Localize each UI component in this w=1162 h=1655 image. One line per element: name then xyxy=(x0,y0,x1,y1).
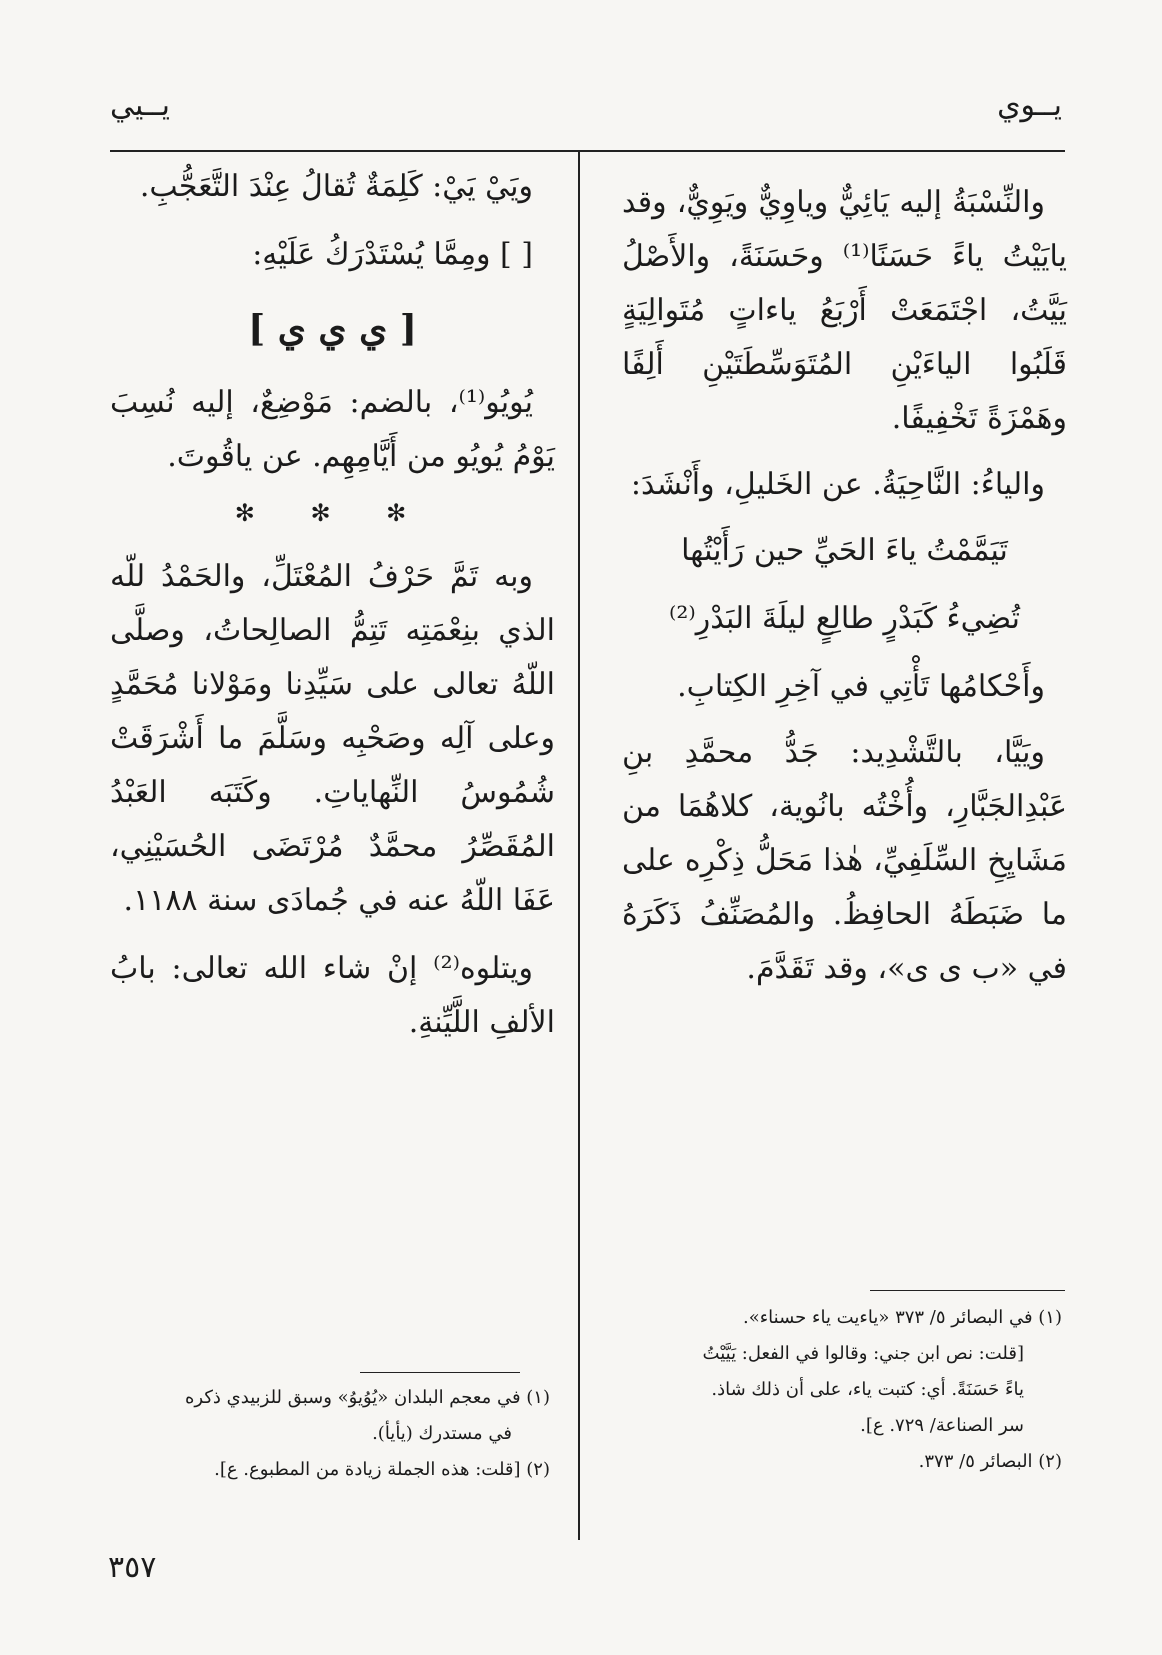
footnote-line: (١) في البصائر ٥/ ٣٧٣ «ياءيت ياء حسناء». xyxy=(742,1307,1062,1328)
verse-line: تُضِيءُ كَبَدْرٍ طالِعٍ ليلَةَ البَدْرِ⁽²⁾ xyxy=(668,601,1021,636)
page-number: ٣٥٧ xyxy=(108,1550,157,1585)
section-separator: ✻ ✻ ✻ xyxy=(234,499,431,527)
running-header-left: يــيي xyxy=(110,88,170,123)
entry-paragraph: والياءُ: النَّاحِيَةُ. عن الخَليلِ، وأَنْشَدَ: xyxy=(630,467,1045,502)
footnotes-left xyxy=(110,1380,550,1488)
left-column xyxy=(110,160,555,1050)
footnote-rule xyxy=(360,1372,520,1373)
footnote-line: (٢) [قلت: هذه الجملة زيادة من المطبوع. ع]. xyxy=(214,1459,550,1480)
entry-paragraph: والنِّسْبَةُ إليه يَائِيٌّ وياوِيٌّ ويَوِيٌّ، وقد يايَيْتُ ياءً حَسَنًا⁽¹⁾ وحَسَنَةً، والأَصْلُ يَيَّتُ، اجْتَمَعَتْ أَرْبَعُ ياءاتٍ مُتَوالِيَةٍ قَلَبُوا الياءَيْنِ المُتَوَسِّطَتَيْنِ أَلِفًا وهَمْزَةً تَخْفِيفًا. xyxy=(622,185,1067,436)
column-divider xyxy=(578,150,580,1540)
footnotes-right xyxy=(622,1300,1062,1480)
footnote-line: (٢) البصائر ٥/ ٣٧٣. xyxy=(918,1451,1062,1472)
entry-paragraph: ويَيَّا، بالتَّشْدِيد: جَدُّ محمَّدِ بنِ عَبْدِالجَبَّارِ، وأُخْتُه بانُوية، كلاهُمَا من مَشَايِخِ السِّلَفِيِّ، هٰذا مَحَلُّ ذِكْرِه على ما ضَبَطَهُ الحافِظُ. والمُصَنِّفُ ذَكَرَهُ في «ب ى ى»، وقد تَقَدَّمَ. xyxy=(622,735,1067,986)
header-rule xyxy=(110,150,1065,152)
entry-paragraph: ويَيْ يَيْ: كَلِمَةٌ تُقالُ عِنْدَ التَّعَجُّبِ. xyxy=(139,169,533,204)
footnote-line: ياءً حَسَنَةً. أي: كتبت ياء، على أن ذلك شاذ. xyxy=(711,1379,1024,1400)
entry-paragraph: ويتلوه⁽²⁾ إنْ شاء الله تعالى: بابُ الألفِ اللَّيِّنةِ. xyxy=(110,951,555,1040)
footnote-line: سر الصناعة/ ٧٢٩. ع]. xyxy=(860,1415,1024,1436)
colophon-paragraph: وبه تَمَّ حَرْفُ المُعْتَلِّ، والحَمْدُ للّه الذي بنِعْمَتِه تَتِمُّ الصالِحاتُ، وصلَّى اللّهُ تعالى على سَيِّدِنا ومَوْلانا مُحَمَّدٍ وعلى آلِه وصَحْبِه وسَلَّمَ ما أَشْرَقَتْ شُمُوسُ النِّهاياتِ. وكَتَبَه العَبْدُ المُقَصِّرُ محمَّدٌ مُرْتَضَى الحُسَيْنِي، عَفَا اللّهُ عنه في جُمادَى سنة ١١٨٨. xyxy=(110,559,555,918)
entry-paragraph: وأَحْكامُها تَأْتِي في آخِرِ الكِتابِ. xyxy=(677,669,1045,704)
footnote-line: (١) في معجم البلدان «يُوُيوُ» وسبق للزبيدي ذكره xyxy=(184,1387,550,1408)
entry-paragraph: [ ] ومِمَّا يُسْتَدْرَكُ عَلَيْهِ: xyxy=(252,237,533,272)
right-column xyxy=(622,176,1067,996)
footnote-line: [قلت: نص ابن جني: وقالوا في الفعل: يَيَّيْتُ xyxy=(702,1343,1024,1364)
entry-title: [ ي ي ي ] xyxy=(248,308,417,350)
running-header-right: يــوي xyxy=(997,88,1062,123)
verse-line: تَيَمَّمْتُ ياءَ الحَيِّ حين رَأَيْتُها xyxy=(681,533,1008,568)
footnote-line: في مستدرك (يأيأ). xyxy=(372,1423,512,1444)
footnote-rule xyxy=(870,1290,1065,1291)
entry-paragraph: يُويُو⁽¹⁾، بالضم: مَوْضِعٌ، إليه نُسِبَ يَوْمُ يُويُو من أَيَّامِهِم. عن ياقُوتَ. xyxy=(110,385,555,474)
